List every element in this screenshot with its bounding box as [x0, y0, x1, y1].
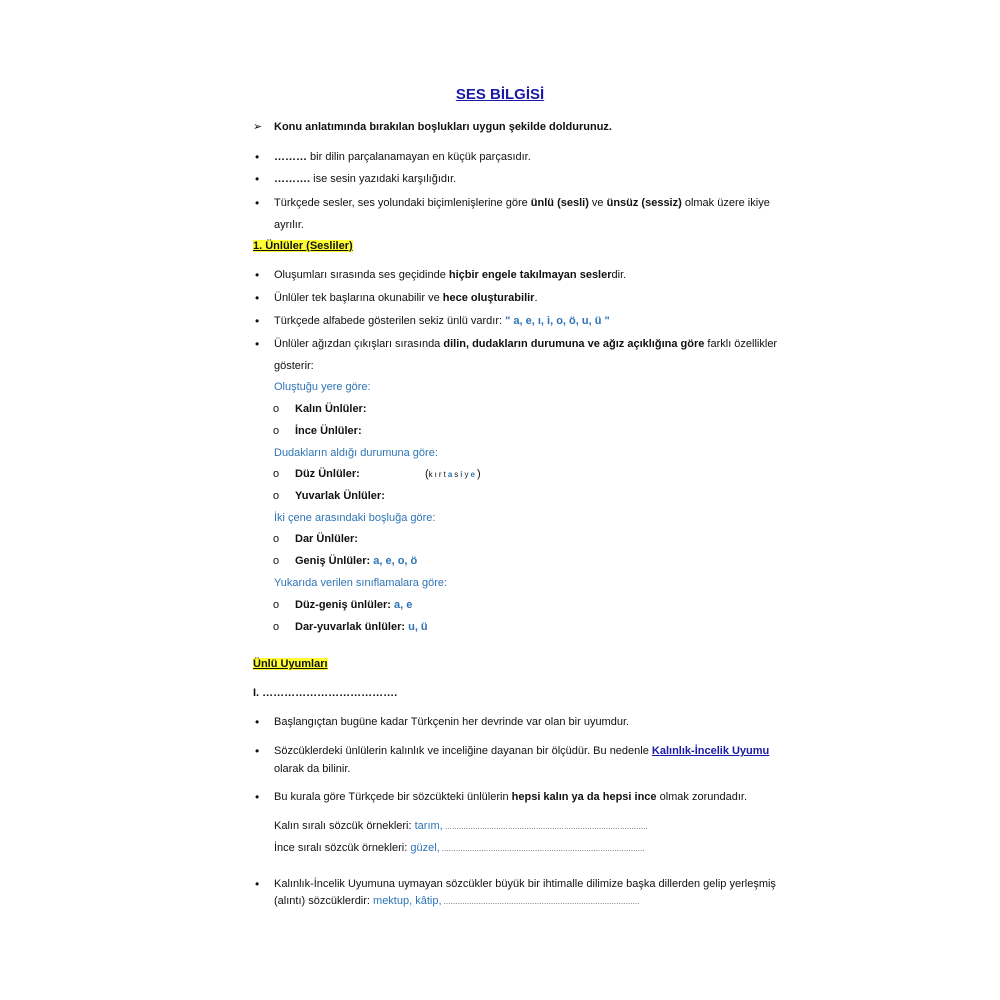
bold-term: ünsüz (sessiz)	[606, 197, 682, 209]
s1-bullet-4-cont: gösterir:	[274, 360, 314, 372]
s2-bullet-3	[274, 790, 747, 804]
text: dir.	[611, 269, 627, 281]
circle-bullet-icon: o	[273, 490, 280, 502]
thick-examples-line	[274, 819, 648, 835]
group-heading-lips: Dudakların aldığı durumuna göre:	[274, 447, 438, 459]
s1-bullet-2	[274, 291, 538, 305]
letter: s	[454, 470, 461, 479]
intro-bullet-1	[274, 150, 531, 164]
group-heading-place: Oluştuğu yere göre:	[274, 381, 371, 393]
s2-bullet-2	[274, 744, 769, 758]
group-heading-summary: Yukarıda verilen sınıflamalara göre:	[274, 577, 448, 589]
highlighted-heading: 1. Ünlüler (Sesliler)	[253, 240, 353, 252]
letter: k	[428, 470, 435, 479]
bold-term: dilin, dudakların durumuna ve ağız açıklığına göre	[443, 338, 705, 350]
blank: ………	[274, 151, 307, 163]
text: olmak zorundadır.	[656, 791, 748, 803]
arrow-bullet-icon: ➢	[253, 121, 263, 133]
example-value: güzel,	[410, 842, 440, 854]
s2-bullet-1: Başlangıçtan bugüne kadar Türkçenin her devrinde var olan bir uyumdur.	[274, 716, 630, 728]
s2-bullet-4: Kalınlık-İncelik Uyumuna uymayan sözcükler büyük bir ihtimalle dilimize başka dillerden gelip yerleşmiş	[274, 878, 776, 890]
s1-bullet-3	[274, 314, 610, 328]
circle-bullet-icon: o	[273, 599, 280, 611]
example-label: Kalın sıralı sözcük örnekleri:	[274, 820, 415, 832]
flat-wide-values: a, e	[394, 599, 413, 611]
text: ise sesin yazıdaki karşılığıdır.	[310, 173, 457, 185]
bullet-icon: •	[255, 291, 260, 305]
thick-vowels-label: Kalın Ünlüler:	[295, 403, 367, 415]
kirtasiye-example	[425, 467, 481, 482]
text: Sözcüklerdeki ünlülerin kalınlık ve inceliğine dayanan bir ölçüdür. Bu nedenle	[274, 745, 652, 757]
text: bir dilin parçalanamayan en küçük parçasıdır.	[307, 151, 531, 163]
flat-wide-label: Düz-geniş ünlüler:	[295, 599, 394, 611]
text: Bu kurala göre Türkçede bir sözcükteki ünlülerin	[274, 791, 512, 803]
text: olmak üzere ikiye	[681, 197, 770, 209]
fill-blank: …………………………………………………………………………	[441, 899, 640, 906]
flat-wide-line	[295, 598, 412, 612]
circle-bullet-icon: o	[273, 403, 280, 415]
bullet-icon: •	[255, 196, 260, 210]
bold-term: hece oluşturabilir	[442, 292, 535, 304]
text: Türkçede sesler, ses yolundaki biçimlenişlerine göre	[274, 197, 531, 209]
bullet-icon: •	[255, 172, 260, 186]
vowel-letter: i	[460, 470, 465, 479]
example-value: tarım,	[414, 820, 443, 832]
circle-bullet-icon: o	[273, 621, 280, 633]
text: ve	[588, 197, 607, 209]
wide-vowels-label: Geniş Ünlüler:	[295, 555, 374, 567]
letter: ı	[434, 470, 439, 479]
example-label: İnce sıralı sözcük örnekleri:	[274, 842, 411, 854]
text: .	[534, 292, 538, 304]
text: farklı özellikler	[704, 338, 778, 350]
example-value: mektup, kâtip,	[373, 895, 442, 907]
paren: )	[476, 468, 481, 480]
circle-bullet-icon: o	[273, 555, 280, 567]
bullet-icon: •	[255, 744, 260, 758]
s2-bullet-2-cont: olarak da bilinir.	[274, 763, 351, 775]
circle-bullet-icon: o	[273, 533, 280, 545]
fill-blank: ……………………………………………………………………………	[439, 846, 645, 853]
text: Ünlüler ağızdan çıkışları sırasında	[274, 338, 444, 350]
text: Ünlüler tek başlarına okunabilir ve	[274, 292, 443, 304]
vowel-list: " a, e, ı, i, o, ö, u, ü "	[505, 315, 610, 327]
letter: t	[443, 470, 448, 479]
paren: (	[425, 468, 429, 480]
thin-vowels-label: İnce Ünlüler:	[295, 425, 362, 437]
letter: y	[464, 470, 471, 479]
narrow-round-values: u, ü	[408, 621, 428, 633]
wide-vowels-values: a, e, o, ö	[373, 555, 418, 567]
bullet-icon: •	[255, 877, 260, 891]
narrow-vowels-label: Dar Ünlüler:	[295, 533, 358, 545]
circle-bullet-icon: o	[273, 425, 280, 437]
intro-bullet-3	[274, 196, 770, 210]
page-title: SES BİLGİSİ	[455, 86, 545, 103]
round-vowels-label: Yuvarlak Ünlüler:	[295, 490, 385, 502]
text: Oluşumları sırasında ses geçidinde	[274, 269, 449, 281]
section2-heading	[253, 657, 328, 671]
fill-blank: ……………………………………………………………………………	[442, 824, 648, 831]
letter: r	[438, 470, 444, 479]
flat-vowels-label: Düz Ünlüler:	[295, 468, 360, 480]
text: Türkçede alfabede gösterilen sekiz ünlü vardır:	[274, 315, 506, 327]
harmony-link[interactable]: Kalınlık-İncelik Uyumu	[651, 745, 770, 757]
bold-term: hepsi kalın ya da hepsi ince	[511, 791, 657, 803]
s1-bullet-1	[274, 268, 626, 282]
group-heading-jaw: İki çene arasındaki boşluğa göre:	[274, 512, 436, 524]
s2-bullet-4-cont	[274, 894, 639, 910]
narrow-round-line	[295, 620, 428, 634]
bullet-icon: •	[255, 790, 260, 804]
bullet-icon: •	[255, 715, 260, 729]
intro-bullet-3-cont: ayrılır.	[274, 219, 304, 231]
blank: ……….	[274, 173, 311, 185]
bullet-icon: •	[255, 337, 260, 351]
harmony-subheading: I. ……………………………….	[253, 687, 398, 699]
bold-term: hiçbir engele takılmayan sesler	[448, 269, 612, 281]
wide-vowels-line	[295, 554, 417, 568]
vowel-letter: e	[470, 470, 477, 479]
s1-bullet-4	[274, 337, 777, 351]
text: (alıntı) sözcüklerdir:	[274, 895, 374, 907]
bullet-icon: •	[255, 268, 260, 282]
bullet-icon: •	[255, 150, 260, 164]
section1-heading	[253, 239, 353, 253]
narrow-round-label: Dar-yuvarlak ünlüler:	[295, 621, 409, 633]
highlighted-heading: Ünlü Uyumları	[253, 658, 328, 670]
bullet-icon: •	[255, 314, 260, 328]
instruction-text: Konu anlatımında bırakılan boşlukları uygun şekilde doldurunuz.	[274, 121, 612, 133]
thin-examples-line	[274, 841, 645, 857]
circle-bullet-icon: o	[273, 468, 280, 480]
vowel-letter: a	[447, 470, 455, 479]
bold-term: ünlü (sesli)	[530, 197, 589, 209]
intro-bullet-2	[274, 172, 456, 186]
